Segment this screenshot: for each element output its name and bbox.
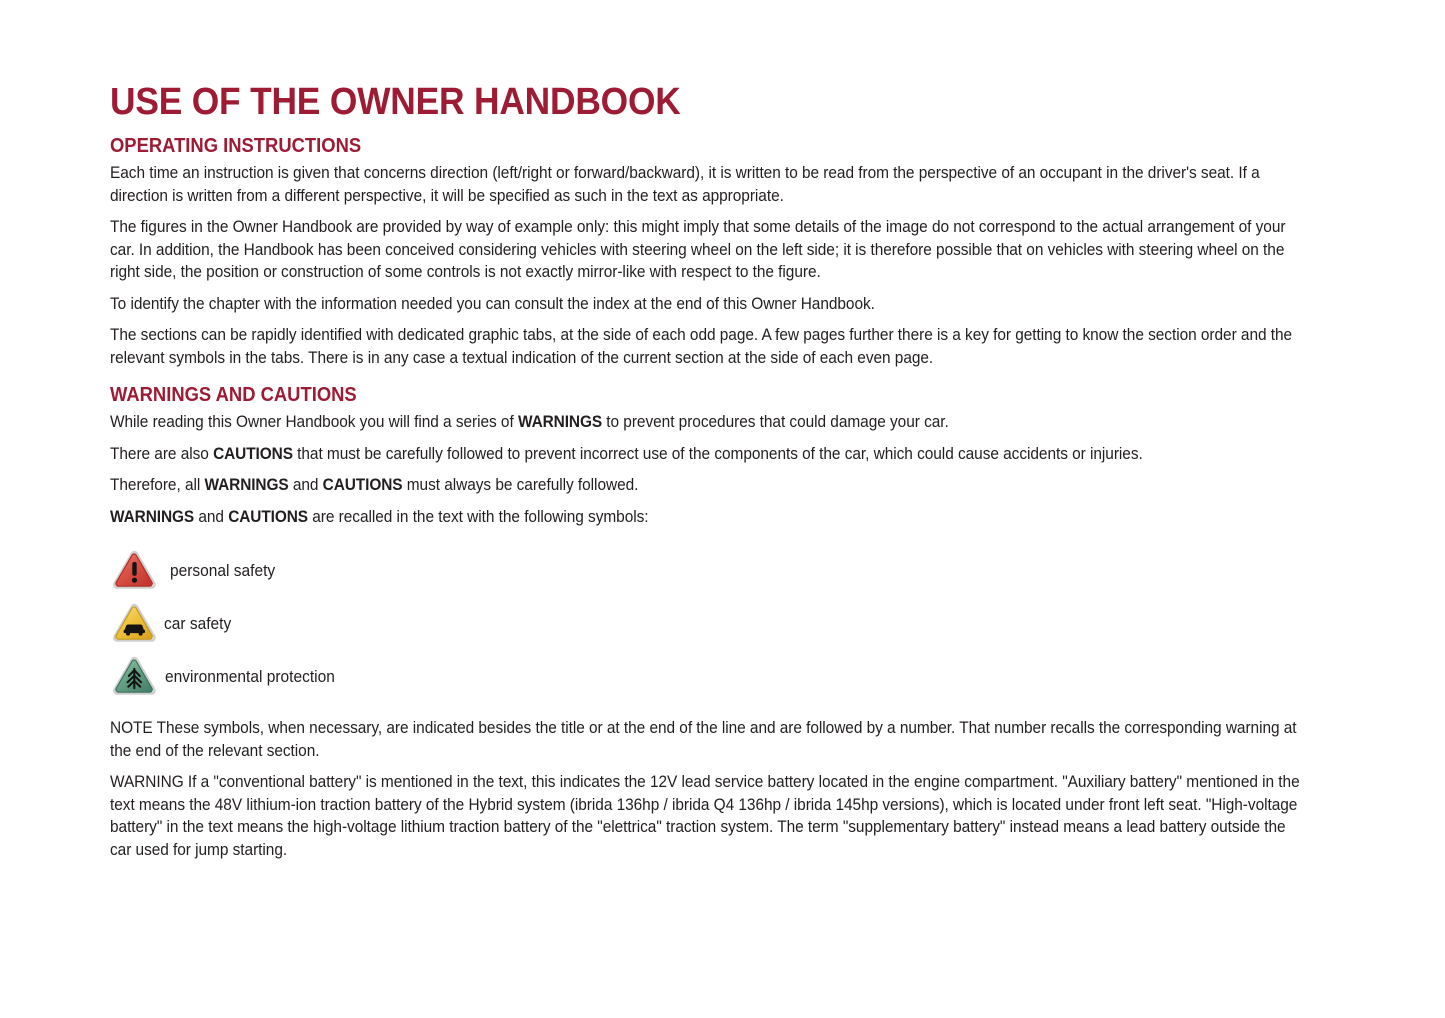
- emphasis-text: WARNINGS: [517, 413, 603, 431]
- paragraph-driver-perspective: Each time an instruction is given that concerns direction (left/right or forward/backward), it is written to be read from the perspective of an occupant in the driver's seat. If a direction is written from a different perspective, it will be specified as such in the text as appropriate.: [110, 164, 1260, 205]
- paragraph-warnings-series: [110, 411, 1302, 434]
- emphasis-text: CAUTIONS: [228, 507, 309, 526]
- notes-block: [110, 717, 1302, 861]
- paragraph-cautions-series: [110, 443, 1302, 466]
- document-content: [110, 80, 1302, 861]
- paragraph-figures-example: The figures in the Owner Handbook are provided by way of example only: this might imply that some details of the image do not correspond to the actual arrangement of your car. In addition, the Handbook has been conceived considering vehicles with steering wheel on the left side; it is therefore possible that on vehicles with steering wheel on the right side, the position or construction of some controls is not exactly mirror-like with respect to the figure.: [110, 218, 1286, 281]
- body-text: are recalled in the text with the following symbols:: [308, 507, 649, 526]
- warning-triangle-tree-icon: [110, 654, 162, 700]
- section-heading-operating-instructions: OPERATING INSTRUCTIONS: [110, 135, 362, 157]
- paragraph-symbols-intro: [110, 506, 1302, 529]
- body-text: that must be carefully followed to prevent incorrect use of the components of the car, which could cause accidents or injuries.: [292, 444, 1143, 463]
- paragraph-index-reference: To identify the chapter with the information needed you can consult the index at the end of this Owner Handbook.: [110, 294, 875, 313]
- legend-label-personal-safety: personal safety: [170, 561, 276, 580]
- body-text: must always be carefully followed.: [402, 476, 639, 494]
- paragraph-follow-both: [110, 474, 1302, 497]
- body-text: Therefore, all: [110, 476, 205, 494]
- legend-label-environmental-protection: environmental protection: [165, 667, 335, 686]
- symbol-legend: [110, 544, 1302, 703]
- paragraph-note-symbols: NOTE These symbols, when necessary, are indicated besides the title or at the end of the line and are followed by a number. That number recalls the corresponding warning at the end of the relevant section.: [110, 719, 1297, 760]
- emphasis-text: CAUTIONS: [322, 476, 403, 494]
- body-text: There are also: [110, 444, 214, 463]
- emphasis-text: WARNINGS: [204, 476, 289, 494]
- legend-row-environmental-protection: [110, 650, 1302, 703]
- emphasis-text: WARNINGS: [110, 507, 195, 526]
- warning-triangle-car-icon: [110, 601, 162, 647]
- paragraph-warning-battery: WARNING If a "conventional battery" is mentioned in the text, this indicates the 12V lead service battery located in the engine compartment. "Auxiliary battery" mentioned in the text means the 48V lithium-ion traction battery of the Hybrid system (ibrida 136hp / ibrida Q4 136hp / ibrida 145hp versions), which is located under front left seat. "High-voltage battery" in the text means the high-voltage lithium traction battery of the "elettrica" traction system. The term "supplementary battery" instead means a lead battery outside the car used for jump starting.: [110, 773, 1300, 859]
- legend-label-car-safety: car safety: [164, 614, 232, 633]
- legend-row-personal-safety: [110, 544, 1302, 597]
- body-text: and: [194, 507, 229, 526]
- body-text: and: [288, 476, 323, 494]
- body-text: to prevent procedures that could damage your car.: [602, 413, 949, 431]
- paragraph-graphic-tabs: The sections can be rapidly identified with dedicated graphic tabs, at the side of each odd page. A few pages further there is a key for getting to know the section order and the relevant symbols in the tabs. There is in any case a textual indication of the current section at the side of each even page.: [110, 326, 1293, 367]
- emphasis-text: CAUTIONS: [213, 444, 293, 463]
- page-title: USE OF THE OWNER HANDBOOK: [110, 81, 681, 123]
- section-heading-warnings-and-cautions: WARNINGS AND CAUTIONS: [110, 384, 357, 406]
- warning-triangle-exclamation-icon: [110, 548, 162, 594]
- legend-row-car-safety: [110, 597, 1302, 650]
- body-text: While reading this Owner Handbook you will find a series of: [110, 413, 518, 431]
